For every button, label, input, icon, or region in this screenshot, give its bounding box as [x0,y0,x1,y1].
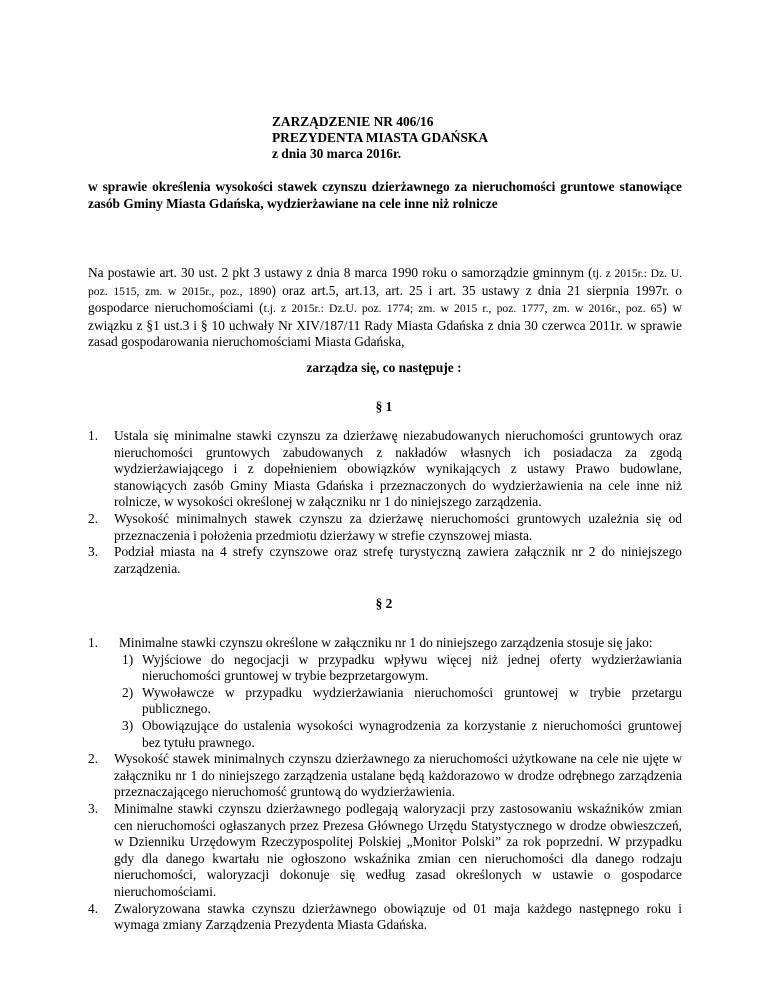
sub-item-number: 3) [122,717,134,733]
item-number: 4. [88,900,99,916]
preamble-part-3: ) w związku z §1 ust.3 i § 10 uchwały Nr XIV/187/11 Rady Miasta Gdańska z dnia 30 czerwca 2011r. w sprawie zasad gospodarowania nieruchomościami Miasta Gdańska, [88,300,682,350]
item-number: 1. [88,428,99,443]
document-header [272,114,488,162]
item-text: Wysokość stawek minimalnych czynszu dzierżawnego za nieruchomości użytkowane na cele nie ujęte w załączniku nr 1 do niniejszego zarządzenia ustalane będą każdorazowo w drodze odrębnego zarządzenia przeznaczającego nieruchomość gruntową do wydzierżawienia. [114,751,682,800]
sub-item-number: 2) [122,684,134,700]
list-item [88,751,682,801]
sub-list-item [122,685,682,718]
section-2-list [88,635,682,934]
list-item [88,511,682,544]
preamble-citation-1: tj. z 2015r.: Dz. U. poz. 1515, zm. w 2015r., poz., 1890 [88,267,682,298]
section-2-title: § 2 [375,596,393,611]
item-number: 3. [88,800,99,816]
item-text: Minimalne stawki czynszu dzierżawnego podlegają waloryzacji przy zastosowaniu wskaźników zmian cen nieruchomości ogłaszanych przez Prezesa Głównego Urzędu Statystycznego w drodze obwieszczeń, w Dzienniku Urzędowym Rzeczypospolitej Polskiej „Monitor Polski” za rok poprzedni. W przypadku gdy dla danego kwartału nie ogłoszono wskaźnika zmian cen nieruchomości dla danego rodzaju nieruchomości, waloryzacji dokonuje się według zasad określonych w ustawie o gospodarce nieruchomościami. [114,800,682,899]
section-1-list [88,428,682,577]
preamble-part-1: Na postawie art. 30 ust. 2 pkt 3 ustawy z dnia 8 marca 1990 roku o samorządzie gminnym ( [88,265,593,280]
header-title: ZARZĄDZENIE NR 406/16 [272,114,434,129]
sub-item-number: 1) [122,651,134,667]
item-number: 2. [88,510,99,526]
item-text: Podział miasta na 4 strefy czynszowe oraz strefę turystyczną zawiera załącznik nr 2 do niniejszego zarządzenia. [114,544,682,576]
list-item [88,544,682,577]
list-item [88,801,682,901]
item-text: Ustala się minimalne stawki czynszu za dzierżawę niezabudowanych nieruchomości gruntowych oraz nieruchomości gruntowych zabudowanych z nakładów własnych ich posiadacza za zgodą wydzierżawiającego i z dopełnieniem obowiązków wynikających z ustawy Prawo budowlane, stanowiących zasób Gminy Miasta Gdańska i przeznaczonych do wydzierżawienia na cele inne niż rolnicze, w wysokości określonej w załączniku nr 1 do niniejszego zarządzenia. [114,428,682,510]
sub-list-item [122,718,682,751]
list-item [88,901,682,934]
header-issuer: PREZYDENTA MIASTA GDAŃSKA [272,130,489,145]
item-number: 2. [88,751,99,767]
decree-statement: zarządza się, co następuje : [306,360,462,375]
item-text: Wysokość minimalnych stawek czynszu za dzierżawę nieruchomości gruntowych uzależnia się od przeznaczenia i położenia przedmiotu dzierżawy w strefie czynszowej miasta. [114,510,682,543]
sub-list [122,652,682,752]
sub-item-text: Wywoławcze w przypadku wydzierżawiania nieruchomości gruntowej w trybie przetargu publicznego. [142,684,682,717]
preamble-citation-2: t.j. z 2015r.: Dz.U. poz. 1774; zm. w 2015 r., poz. 1777, zm. w 2016r., poz. 65 [263,302,663,316]
item-text: Minimalne stawki czynszu określone w załączniku nr 1 do niniejszego zarządzenia stosuje się jako: [119,635,653,650]
list-item [88,635,682,751]
item-number: 1. [88,635,99,650]
header-date: z dnia 30 marca 2016r. [272,146,402,161]
item-number: 3. [88,544,99,560]
sub-item-text: Obowiązujące do ustalenia wysokości wynagrodzenia za korzystanie z nieruchomości gruntowej bez tytułu prawnego. [142,717,682,750]
item-text: Zwaloryzowana stawka czynszu dzierżawnego obowiązuje od 01 maja każdego następnego roku i wymaga zmiany Zarządzenia Prezydenta Miasta Gdańska. [114,900,682,933]
list-item [88,428,682,511]
document-subject: w sprawie określenia wysokości stawek czynszu dzierżawnego za nieruchomości gruntowe stanowiące zasób Gminy Miasta Gdańska, wydzierżawiane na cele inne niż rolnicze [88,179,682,211]
preamble [88,265,682,351]
sub-item-text: Wyjściowe do negocjacji w przypadku wpływu więcej niż jednej oferty wydzierżawiania nieruchomości gruntowej w trybie bezprzetargowym. [142,651,682,684]
section-1-title: § 1 [375,399,393,414]
preamble-part-2: ) oraz art.5, art.13, art. 25 i art. 35 ustawy z dnia 21 sierpnia 1997r. o gospodarce nieruchomościami ( [88,282,683,316]
sub-list-item [122,652,682,685]
